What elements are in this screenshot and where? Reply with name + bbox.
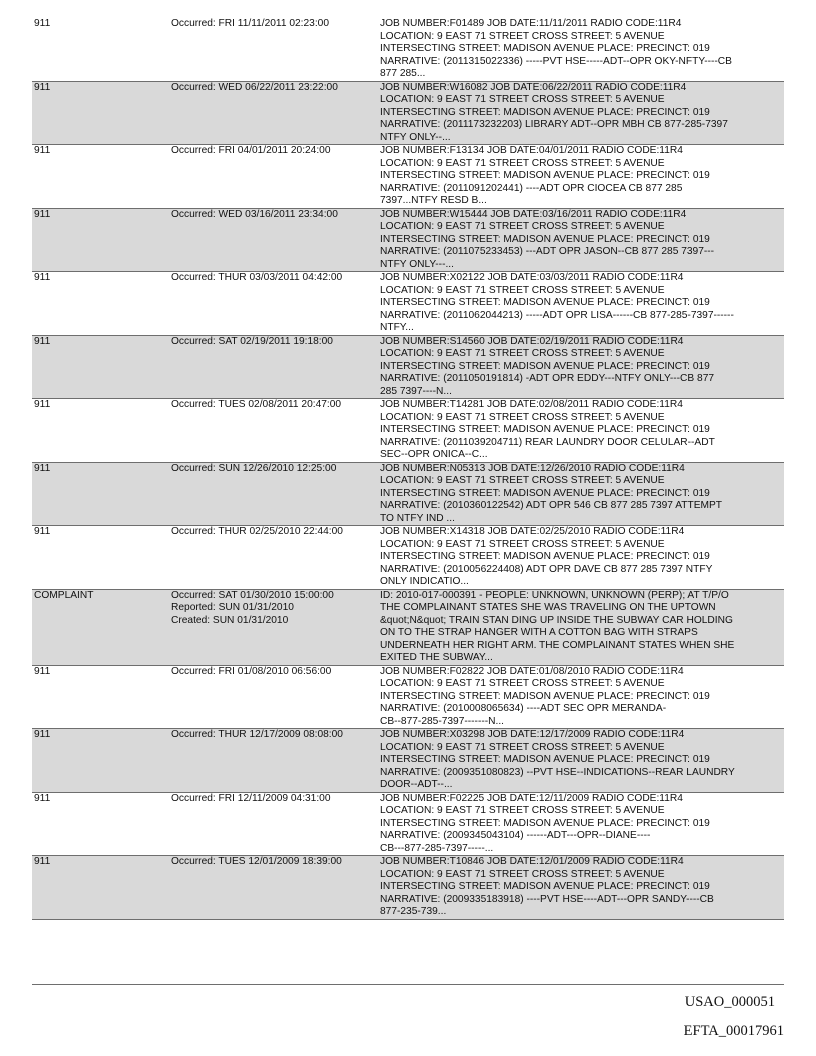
incident-log-table: [32, 17, 784, 920]
occurred-cell: Occurred: WED 03/16/2011 23:34:00: [169, 208, 378, 272]
bottom-rule: [32, 984, 784, 985]
details-cell: JOB NUMBER:F13134 JOB DATE:04/01/2011 RADIO CODE:11R4 LOCATION: 9 EAST 71 STREET CROSS STREET: 5 AVENUE INTERSECTING STREET: MADISON AVENUE PLACE: PRECINCT: 019 NARRATIVE: (2011091202441) ----ADT OPR CIOCEA CB 877 285 7397...NTFY RESD B...: [378, 145, 784, 209]
table-row: [32, 272, 784, 336]
record-type-cell: 911: [32, 335, 169, 399]
record-type-cell: 911: [32, 208, 169, 272]
details-cell: JOB NUMBER:X03298 JOB DATE:12/17/2009 RADIO CODE:11R4 LOCATION: 9 EAST 71 STREET CROSS STREET: 5 AVENUE INTERSECTING STREET: MADISON AVENUE PLACE: PRECINCT: 019 NARRATIVE: (2009351080823) --PVT HSE--INDICATIONS--REAR LAUNDRY DOOR--ADT--...: [378, 729, 784, 793]
record-type-cell: 911: [32, 399, 169, 463]
details-cell: JOB NUMBER:X02122 JOB DATE:03/03/2011 RADIO CODE:11R4 LOCATION: 9 EAST 71 STREET CROSS STREET: 5 AVENUE INTERSECTING STREET: MADISON AVENUE PLACE: PRECINCT: 019 NARRATIVE: (2011062044213) -----ADT OPR LISA------CB 877-285-7397------ NTFY...: [378, 272, 784, 336]
bates-number-efta: EFTA_00017961: [683, 1023, 784, 1039]
occurred-cell: Occurred: THUR 12/17/2009 08:08:00: [169, 729, 378, 793]
occurred-cell: Occurred: FRI 12/11/2009 04:31:00: [169, 792, 378, 856]
occurred-cell: Occurred: FRI 04/01/2011 20:24:00: [169, 145, 378, 209]
details-cell: ID: 2010-017-000391 - PEOPLE: UNKNOWN, UNKNOWN (PERP); AT T/P/O THE COMPLAINANT STATES SHE WAS TRAVELING ON THE UPTOWN &quot;N&quot; TRAIN STAN DING UP INSIDE THE SUBWAY CAR HOLDING ON TO THE STRAP HANGER WITH A COTTON BAG WITH STRAPS UNDERNEATH HER RIGHT ARM. THE COMPLAINANT STATES WHEN SHE EXITED THE SUBWAY...: [378, 589, 784, 665]
table-row: [32, 792, 784, 856]
details-cell: JOB NUMBER:T10846 JOB DATE:12/01/2009 RADIO CODE:11R4 LOCATION: 9 EAST 71 STREET CROSS STREET: 5 AVENUE INTERSECTING STREET: MADISON AVENUE PLACE: PRECINCT: 019 NARRATIVE: (2009335183918) ----PVT HSE----ADT---OPR SANDY----CB 877-235-739...: [378, 856, 784, 920]
record-type-cell: 911: [32, 665, 169, 729]
occurred-cell: Occurred: TUES 02/08/2011 20:47:00: [169, 399, 378, 463]
record-type-cell: COMPLAINT: [32, 589, 169, 665]
table-row: [32, 18, 784, 82]
details-cell: JOB NUMBER:W15444 JOB DATE:03/16/2011 RADIO CODE:11R4 LOCATION: 9 EAST 71 STREET CROSS STREET: 5 AVENUE INTERSECTING STREET: MADISON AVENUE PLACE: PRECINCT: 019 NARRATIVE: (2011075233453) ---ADT OPR JASON--CB 877 285 7397--- NTFY ONLY---...: [378, 208, 784, 272]
record-type-cell: 911: [32, 462, 169, 526]
record-type-cell: 911: [32, 145, 169, 209]
details-cell: JOB NUMBER:S14560 JOB DATE:02/19/2011 RADIO CODE:11R4 LOCATION: 9 EAST 71 STREET CROSS STREET: 5 AVENUE INTERSECTING STREET: MADISON AVENUE PLACE: PRECINCT: 019 NARRATIVE: (2011050191814) -ADT OPR EDDY---NTFY ONLY---CB 877 285 7397----N...: [378, 335, 784, 399]
bates-number-usao: USAO_000051: [684, 994, 775, 1010]
details-cell: JOB NUMBER:F01489 JOB DATE:11/11/2011 RADIO CODE:11R4 LOCATION: 9 EAST 71 STREET CROSS STREET: 5 AVENUE INTERSECTING STREET: MADISON AVENUE PLACE: PRECINCT: 019 NARRATIVE: (2011315022336) -----PVT HSE-----ADT--OPR OKY-NFTY----CB 877 285...: [378, 18, 784, 82]
table-row: [32, 856, 784, 920]
details-cell: JOB NUMBER:F02225 JOB DATE:12/11/2009 RADIO CODE:11R4 LOCATION: 9 EAST 71 STREET CROSS STREET: 5 AVENUE INTERSECTING STREET: MADISON AVENUE PLACE: PRECINCT: 019 NARRATIVE: (2009345043104) ------ADT---OPR--DIANE---- CB---877-285-7397-----...: [378, 792, 784, 856]
record-type-cell: 911: [32, 81, 169, 145]
table-row: [32, 526, 784, 590]
record-type-cell: 911: [32, 526, 169, 590]
table-row: [32, 589, 784, 665]
occurred-cell: Occurred: SUN 12/26/2010 12:25:00: [169, 462, 378, 526]
occurred-cell: Occurred: SAT 02/19/2011 19:18:00: [169, 335, 378, 399]
table-row: [32, 399, 784, 463]
details-cell: JOB NUMBER:N05313 JOB DATE:12/26/2010 RADIO CODE:11R4 LOCATION: 9 EAST 71 STREET CROSS STREET: 5 AVENUE INTERSECTING STREET: MADISON AVENUE PLACE: PRECINCT: 019 NARRATIVE: (2010360122542) ADT OPR 546 CB 877 285 7397 ATTEMPT TO NTFY IND ...: [378, 462, 784, 526]
incident-log-body: [32, 18, 784, 920]
table-row: [32, 81, 784, 145]
occurred-cell: Occurred: FRI 01/08/2010 06:56:00: [169, 665, 378, 729]
record-type-cell: 911: [32, 18, 169, 82]
occurred-cell: Occurred: WED 06/22/2011 23:22:00: [169, 81, 378, 145]
details-cell: JOB NUMBER:F02822 JOB DATE:01/08/2010 RADIO CODE:11R4 LOCATION: 9 EAST 71 STREET CROSS STREET: 5 AVENUE INTERSECTING STREET: MADISON AVENUE PLACE: PRECINCT: 019 NARRATIVE: (2010008065634) ----ADT SEC OPR MERANDA- CB--877-285-7397-------N...: [378, 665, 784, 729]
occurred-cell: Occurred: THUR 02/25/2010 22:44:00: [169, 526, 378, 590]
table-row: [32, 335, 784, 399]
table-row: [32, 462, 784, 526]
record-type-cell: 911: [32, 856, 169, 920]
record-type-cell: 911: [32, 792, 169, 856]
record-type-cell: 911: [32, 272, 169, 336]
occurred-cell: Occurred: TUES 12/01/2009 18:39:00: [169, 856, 378, 920]
occurred-cell: Occurred: THUR 03/03/2011 04:42:00: [169, 272, 378, 336]
table-row: [32, 145, 784, 209]
details-cell: JOB NUMBER:T14281 JOB DATE:02/08/2011 RADIO CODE:11R4 LOCATION: 9 EAST 71 STREET CROSS STREET: 5 AVENUE INTERSECTING STREET: MADISON AVENUE PLACE: PRECINCT: 019 NARRATIVE: (2011039204711) REAR LAUNDRY DOOR CELULAR--ADT SEC--OPR ONICA--C...: [378, 399, 784, 463]
details-cell: JOB NUMBER:X14318 JOB DATE:02/25/2010 RADIO CODE:11R4 LOCATION: 9 EAST 71 STREET CROSS STREET: 5 AVENUE INTERSECTING STREET: MADISON AVENUE PLACE: PRECINCT: 019 NARRATIVE: (2010056224408) ADT OPR DAVE CB 877 285 7397 NTFY ONLY INDICATIO...: [378, 526, 784, 590]
occurred-cell: Occurred: FRI 11/11/2011 02:23:00: [169, 18, 378, 82]
table-row: [32, 665, 784, 729]
record-type-cell: 911: [32, 729, 169, 793]
table-row: [32, 729, 784, 793]
details-cell: JOB NUMBER:W16082 JOB DATE:06/22/2011 RADIO CODE:11R4 LOCATION: 9 EAST 71 STREET CROSS STREET: 5 AVENUE INTERSECTING STREET: MADISON AVENUE PLACE: PRECINCT: 019 NARRATIVE: (2011173232203) LIBRARY ADT--OPR MBH CB 877-285-7397 NTFY ONLY--...: [378, 81, 784, 145]
table-row: [32, 208, 784, 272]
occurred-cell: Occurred: SAT 01/30/2010 15:00:00 Reported: SUN 01/31/2010 Created: SUN 01/31/2010: [169, 589, 378, 665]
